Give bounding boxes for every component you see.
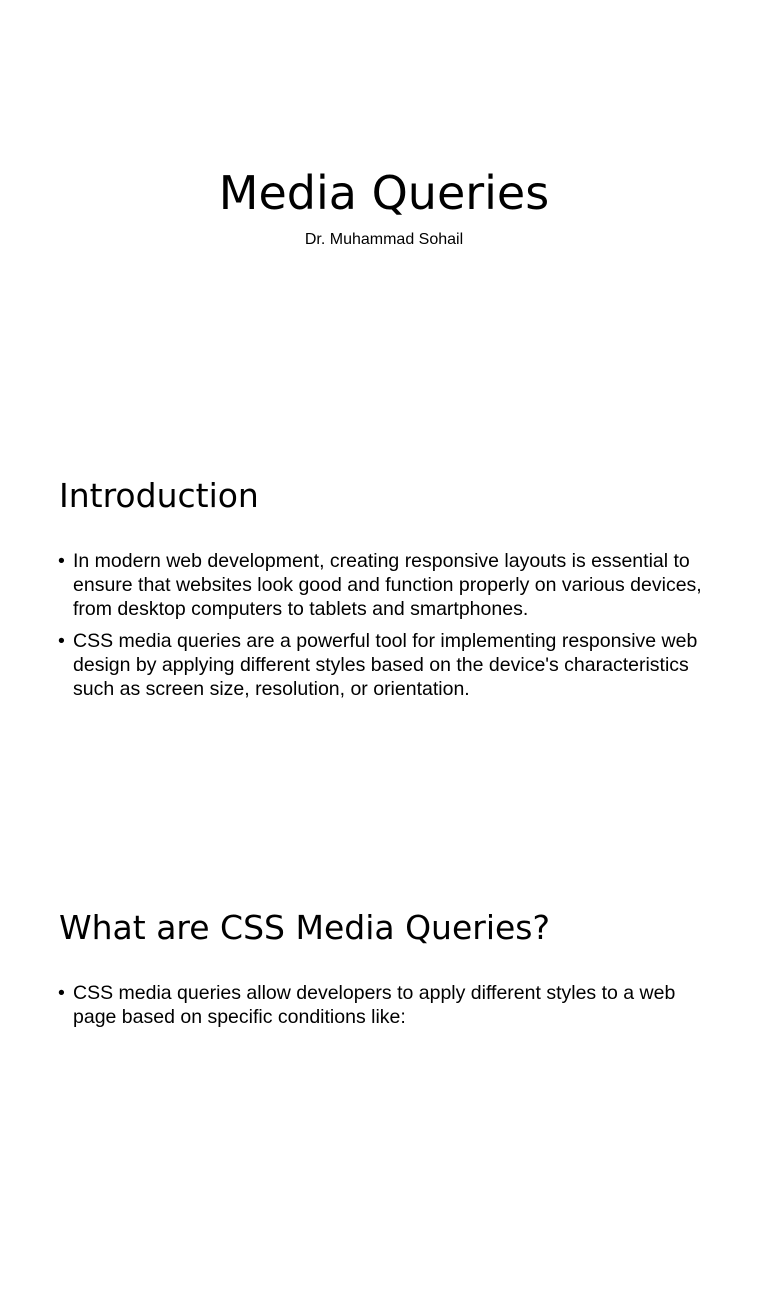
bullet-icon: •	[58, 982, 65, 1004]
bullet-icon: •	[58, 550, 65, 572]
slide-what-are-media-queries	[0, 864, 768, 1296]
slide-heading: Introduction	[59, 476, 259, 515]
presentation-author: Dr. Muhammad Sohail	[304, 231, 464, 248]
presentation-title: Media Queries	[218, 166, 550, 220]
bullet-text: In modern web development, creating responsive layouts is essential to ensure that websites look good and function properly on various devices, from desktop computers to tablets and smartphones.	[73, 550, 702, 620]
list-item	[58, 629, 708, 701]
list-item	[58, 549, 708, 621]
list-item	[58, 981, 708, 1029]
bullet-list	[58, 981, 708, 1037]
title-slide	[0, 0, 768, 432]
bullet-list	[58, 549, 708, 709]
bullet-text: CSS media queries allow developers to apply different styles to a web page based on specific conditions like:	[73, 982, 676, 1028]
slide-heading: What are CSS Media Queries?	[59, 908, 551, 947]
bullet-text: CSS media queries are a powerful tool for implementing responsive web design by applying different styles based on the device's characteristics such as screen size, resolution, or orientation.	[73, 630, 698, 700]
bullet-icon: •	[58, 630, 65, 652]
slide-introduction	[0, 432, 768, 864]
